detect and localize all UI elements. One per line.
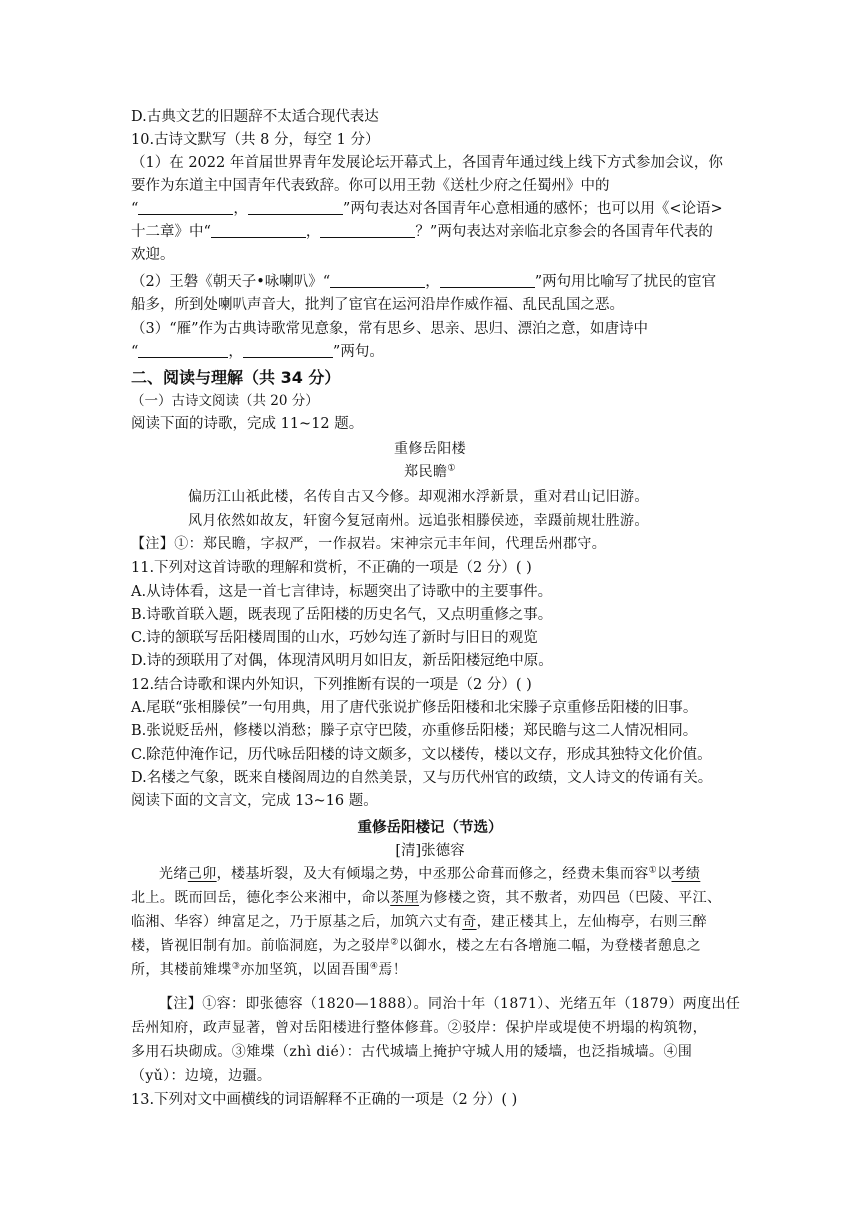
prose-text: 楼，皆视旧制有加。前临洞庭，为之驳岸 bbox=[131, 938, 391, 954]
prose-text: 所，其楼前雉堞 bbox=[131, 962, 232, 978]
section-2-title: 二、阅读与理解（共 34 分） bbox=[131, 368, 341, 387]
q10-item2-line1 bbox=[131, 271, 716, 294]
q12-option-a: A.尾联“张相滕侯”一句用典，用了唐代张说扩修岳阳楼和北宋滕子京重修岳阳楼的旧事。 bbox=[131, 700, 698, 716]
q12-option-d: D.名楼之气象，既来自楼阁周边的自然美景，又与历代州官的政绩，文人诗文的传诵有关。 bbox=[131, 770, 713, 786]
q11-option-d: D.诗的颈联用了对偶，体现清风明月如旧友，新岳阳楼冠绝中原。 bbox=[131, 653, 553, 669]
answer-blank[interactable] bbox=[248, 200, 343, 215]
prose-text: 焉！ bbox=[378, 962, 408, 978]
underlined-term: 己卯 bbox=[187, 866, 217, 882]
comma: ， bbox=[228, 344, 243, 360]
quote-open: “ bbox=[131, 344, 139, 360]
prose-text: ，建正楼其上，左仙梅亭，右则三醉 bbox=[476, 914, 708, 930]
prose-text: 亦加坚筑，以固吾围 bbox=[240, 962, 370, 978]
q10-item1-line3-tail: ”两句表达对各国青年心意相通的感怀；也可以用《<论语> bbox=[342, 201, 723, 217]
prose-author: [清]张德容 bbox=[395, 843, 465, 859]
poem-note: 【注】①：郑民瞻，字叔严，一作叔岩。宋神宗元丰年间，代理岳州郡守。 bbox=[131, 536, 607, 552]
underlined-term: 奇 bbox=[462, 914, 477, 930]
answer-blank[interactable] bbox=[330, 273, 425, 288]
instruction-prose: 阅读下面的文言文，完成 13~16 题。 bbox=[131, 793, 378, 809]
q11-option-b: B.诗歌首联入题，既表现了岳阳楼的历史名气，又点明重修之事。 bbox=[131, 607, 553, 623]
prose-text: ，楼基圻裂，及大有倾塌之势，中丞那公命葺而修之，经费未集而容 bbox=[216, 866, 649, 882]
note-marker: ③ bbox=[231, 961, 241, 972]
q10-item1-line2 bbox=[131, 175, 730, 198]
q10-item1-line5: 欢迎。 bbox=[131, 247, 175, 263]
answer-blank[interactable] bbox=[138, 200, 233, 215]
q10-item1-line4-head: 十二章》中“ bbox=[131, 224, 211, 240]
prose-text: 北上。既而回岳，德化李公来湘中，命以 bbox=[131, 890, 391, 906]
answer-blank[interactable] bbox=[440, 273, 535, 288]
poem-line-1: 偏历江山祇此楼，名传自古又今修。却观湘水浮新景，重对君山记旧游。 bbox=[188, 489, 649, 505]
q9-option-d: D.古典文艺的旧题辞不太适合现代表达 bbox=[131, 109, 379, 125]
q12-option-b: B.张说贬岳州，修楼以消愁；滕子京守巴陵，亦重修岳阳楼；郑民瞻与这二人情况相同。 bbox=[131, 723, 698, 739]
section-2-sub1: （一）古诗文阅读（共 20 分） bbox=[131, 393, 319, 409]
underlined-term: 茶厘 bbox=[390, 890, 420, 906]
prose-title: 重修岳阳楼记（节选） bbox=[357, 819, 503, 836]
poem-author bbox=[0, 461, 860, 484]
q10-item1-line4 bbox=[131, 221, 713, 244]
prose-text: 光绪 bbox=[159, 866, 188, 882]
answer-blank[interactable] bbox=[138, 343, 228, 358]
q12-option-c: C.除范仲淹作记，历代咏岳阳楼的诗文颇多，文以楼传，楼以文存，形成其独特文化价值。 bbox=[131, 747, 712, 763]
q13-stem: 13.下列对文中画横线的词语解释不正确的一项是（2 分）( ) bbox=[131, 1092, 518, 1108]
prose-note-2: 岳州知府，政声显著，曾对岳阳楼进行整体修葺。②驳岸：保护岸或堤使不坍塌的构筑物， bbox=[131, 1020, 707, 1036]
prose-text: 以御水，楼之左右各增施二幅，为登楼者憩息之 bbox=[398, 938, 702, 954]
note-marker: ④ bbox=[369, 961, 379, 972]
prose-line-2 bbox=[131, 887, 721, 910]
prose-text: 为修楼之资，其不敷者，劝四邑（巴陵、平江、 bbox=[419, 890, 722, 906]
q10-item3-line2 bbox=[131, 341, 384, 364]
q10-item1-line2-text: 要作为东道主中国青年代表致辞。你可以用王勃《送杜少府之任蜀州》中的 bbox=[131, 178, 610, 194]
q11-option-a: A.从诗体看，这是一首七言律诗，标题突出了诗歌中的主要事件。 bbox=[131, 584, 553, 600]
comma: ， bbox=[305, 224, 321, 240]
q10-item1-line1: （1）在 2022 年首届世界青年发展论坛开幕式上，各国青年通过线上线下方式参加会议，你 bbox=[131, 155, 723, 171]
prose-note-1: 【注】①容：即张德容（1820—1888）。同治十年（1871）、光绪五年（1879）两度出任 bbox=[159, 996, 741, 1012]
prose-line-3 bbox=[131, 911, 707, 934]
answer-blank[interactable] bbox=[211, 223, 306, 238]
note-marker: ① bbox=[648, 865, 658, 876]
q10-item3-line1: （3）“雁”作为古典诗歌常见意象，常有思乡、思亲、思归、漂泊之意，如唐诗中 bbox=[131, 321, 649, 337]
prose-line-1 bbox=[159, 863, 700, 886]
note-marker: ② bbox=[390, 937, 399, 948]
poem-title: 重修岳阳楼 bbox=[394, 441, 466, 457]
q10-item2-line2: 船多，所到处喇叭声音大，批判了宦官在运河沿岸作威作福、乱民乱国之恶。 bbox=[131, 297, 624, 313]
prose-text: 以 bbox=[657, 866, 672, 882]
q11-option-c: C.诗的颔联写岳阳楼周围的山水，巧妙勾连了新时与旧日的观览 bbox=[131, 630, 538, 646]
answer-blank[interactable] bbox=[320, 223, 415, 238]
prose-line-5 bbox=[131, 959, 407, 982]
q10-item2-line1-tail: ”两句用比喻写了扰民的宦官 bbox=[534, 274, 717, 290]
underlined-term: 考绩 bbox=[671, 866, 701, 882]
poem-author-name: 郑民瞻 bbox=[404, 464, 448, 480]
quote-open: “ bbox=[131, 201, 139, 217]
prose-text: 临湘、华容）绅富足之，乃于原基之后，加筑六丈有 bbox=[131, 914, 463, 930]
q10-item1-line3 bbox=[131, 198, 723, 221]
comma: ， bbox=[425, 274, 440, 290]
q10-item2-line1-head: （2）王磐《朝天子•咏喇叭》“ bbox=[131, 274, 331, 290]
prose-note-3: 多用石块砌成。③雉堞（zhì dié）：古代城墙上掩护守城人用的矮墙，也泛指城墙。④围 bbox=[131, 1044, 693, 1060]
comma: ， bbox=[233, 201, 248, 217]
q11-stem: 11.下列对这首诗歌的理解和赏析，不正确的一项是（2 分）( ) bbox=[131, 560, 532, 576]
q10-title: 10.古诗文默写（共 8 分，每空 1 分） bbox=[131, 132, 380, 148]
answer-blank[interactable] bbox=[243, 343, 333, 358]
prose-note-4: （yǔ）：边境，边疆。 bbox=[131, 1068, 272, 1084]
prose-line-4 bbox=[131, 935, 701, 958]
instruction-poem: 阅读下面的诗歌，完成 11~12 题。 bbox=[131, 416, 364, 432]
q12-stem: 12.结合诗歌和课内外知识，下列推断有误的一项是（2 分）( ) bbox=[131, 677, 532, 693]
note-marker: ① bbox=[447, 463, 456, 474]
poem-line-2: 风月依然如故友，轩窗今复冠南州。远追张相滕侯迹，幸蹑前规壮胜游。 bbox=[188, 513, 649, 529]
q10-item1-line4-tail: ？”两句表达对亲临北京参会的各国青年代表的 bbox=[415, 224, 713, 240]
q10-item3-line2-tail: ”两句。 bbox=[332, 344, 384, 360]
